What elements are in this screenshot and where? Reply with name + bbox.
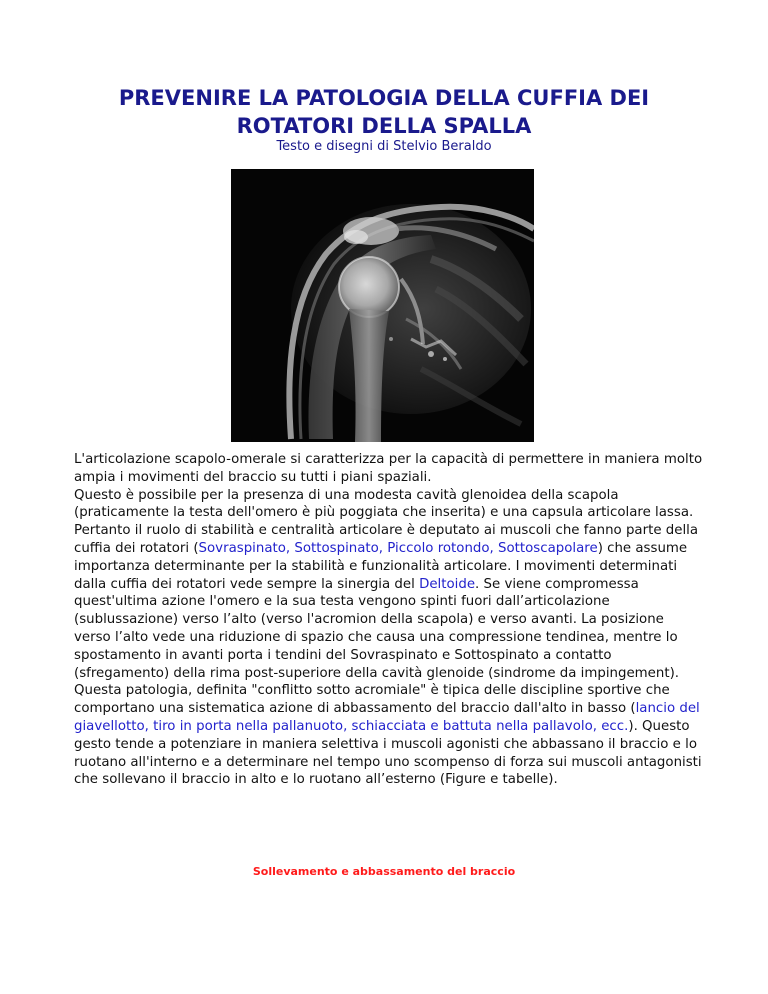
rotator-cuff-muscles-link[interactable]: Sovraspinato, Sottospinato, Piccolo rotondo, Sottoscapolare [198, 540, 598, 556]
body-sentence-4: . Se viene compromessa quest'ultima azione l'omero e la sua testa vengono spinti fuori dall’articolazione (sublussazione) verso l’alto (verso l'acromion della scapola) e verso avanti. La posizione verso l’alto vede una riduzione di spazio che causa una compressione tendinea, mentre lo spostamento in avanti porta i tendini del Sovraspinato e Sottospinato a contatto (sfregamento) della rima post-superiore della cavità glenoide (sindrome da impingement). [74, 576, 680, 681]
title-line-2: ROTATORI DELLA SPALLA [236, 114, 532, 138]
body-sentence-1: L'articolazione scapolo-omerale si caratterizza per la capacità di permettere in maniera molto ampia i movimenti del braccio su tutti i piani spaziali. [74, 452, 703, 485]
deltoid-link[interactable]: Deltoide [419, 576, 476, 592]
body-sentence-6: ). Questo gesto tende a potenziare in maniera selettiva i muscoli agonisti che abbassano il braccio e lo ruotano all'interno e a determinare nel tempo uno scompenso di forza sui muscoli antagonisti che sollevano il braccio in alto e lo ruotano all’esterno (Figure e tabelle). [74, 718, 702, 788]
figure-caption: Sollevamento e abbassamento del braccio [252, 865, 516, 878]
mri-scan-graphic [231, 169, 534, 442]
shoulder-mri-image [231, 169, 534, 442]
body-sentence-2: Questo è possibile per la presenza di una modesta cavità glenoidea della scapola (praticamente la testa dell'omero è più poggiata che inserita) e una capsula articolare lassa. Pertanto il ruolo di stabilità e centralità articolare è deputato ai muscoli che fanno parte della cuffia dei rotatori ( [74, 487, 699, 556]
body-sentence-5: Questa patologia, definita "conflitto sotto acromiale" è tipica delle discipline sportive che comportano una sistematica azione di abbassamento del braccio dall'alto in basso ( [74, 683, 670, 717]
title-line-1: PREVENIRE LA PATOLOGIA DELLA CUFFIA DEI [118, 86, 650, 110]
body-sentence-3: ) che assume importanza determinante per la stabilità e funzionalità articolare. I movimenti determinati dalla cuffia dei rotatori vede sempre la sinergia del [74, 540, 688, 592]
sports-examples-link[interactable]: lancio del giavellotto, tiro in porta nella pallanuoto, schiacciata e battuta nella pallavolo, ecc. [74, 701, 700, 734]
article-body [74, 451, 704, 789]
page-title [40, 84, 728, 140]
author-credit: Testo e disegni di Stelvio Beraldo [276, 139, 492, 154]
